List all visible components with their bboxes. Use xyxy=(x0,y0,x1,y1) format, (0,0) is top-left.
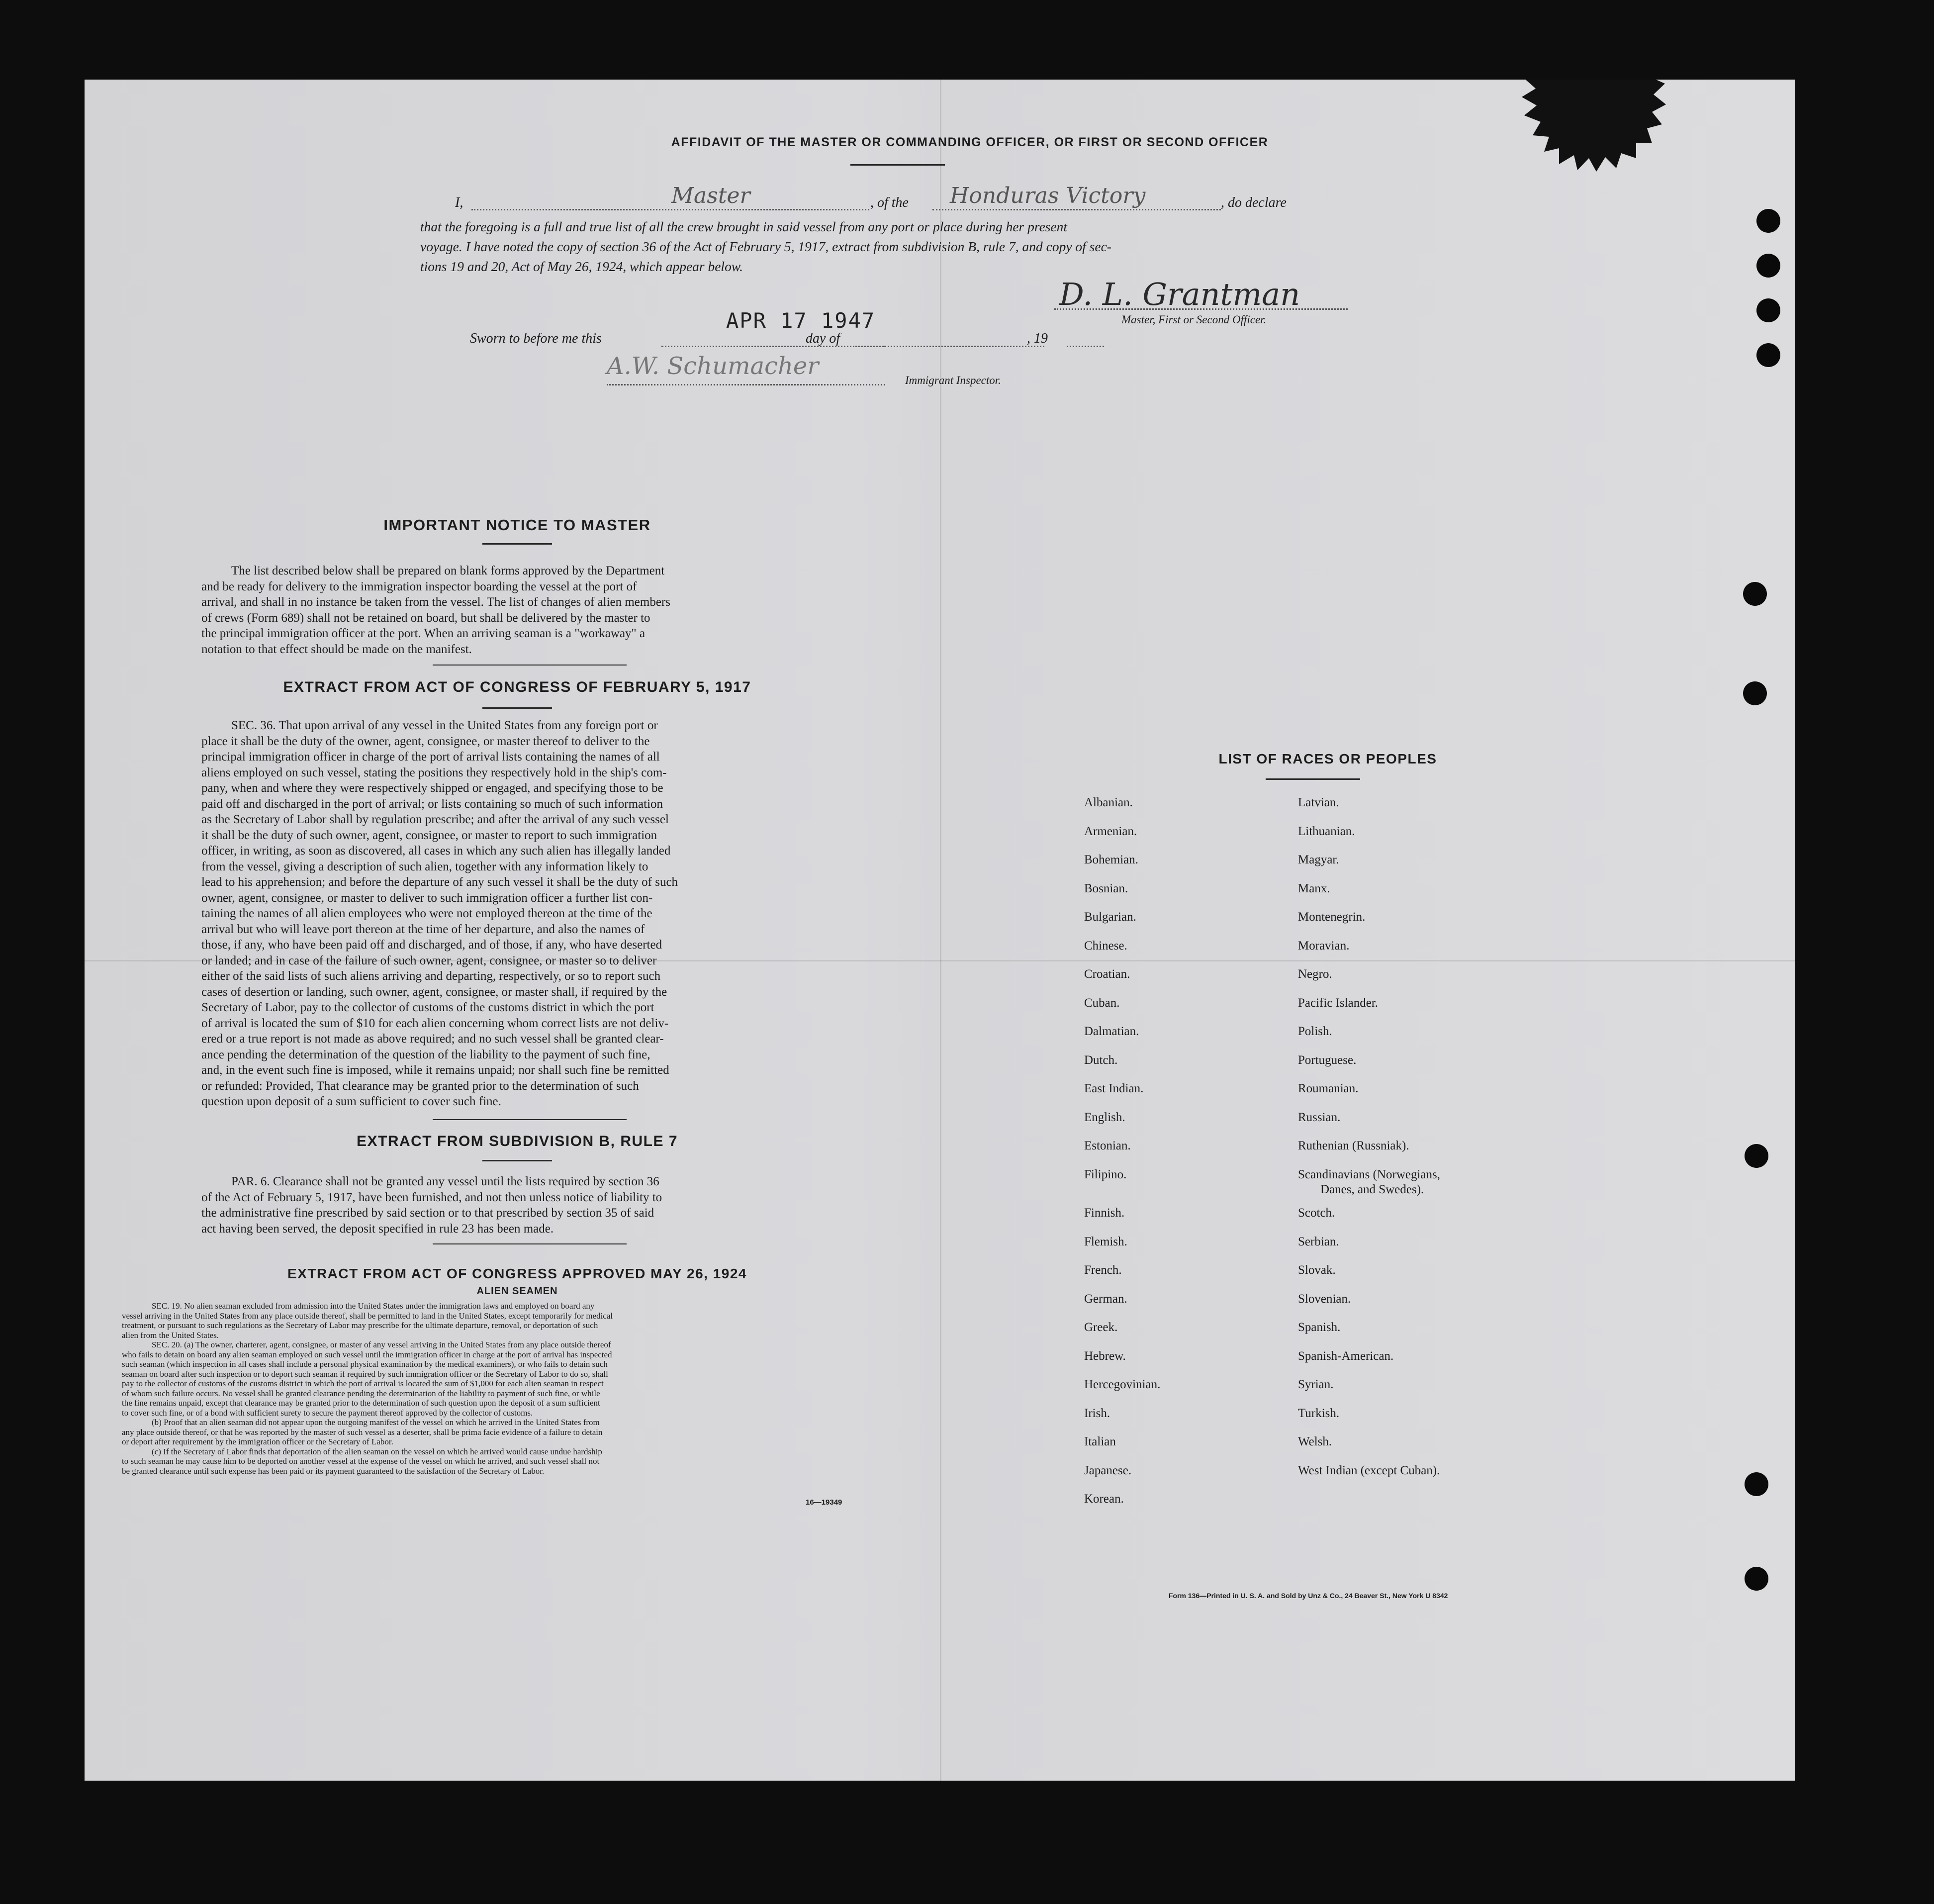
extract-1924-line: treatment, or pursuant to such regulations as the Secretary of Labor may prescribe for the ultimate departure, removal, or deportation of such xyxy=(122,1321,598,1330)
race-item: Dutch. xyxy=(1084,1053,1118,1067)
notice-line: arrival, and shall in no instance be taken from the vessel. The list of changes of alien members xyxy=(201,595,670,609)
extract-line: officer, in writing, as soon as discovered, all cases in which any such alien has illegally landed xyxy=(201,844,671,857)
race-item: English. xyxy=(1084,1110,1125,1124)
form-footer: Form 136—Printed in U. S. A. and Sold by Unz & Co., 24 Beaver St., New York U 8342 xyxy=(1169,1592,1448,1600)
race-item: Pacific Islander. xyxy=(1298,996,1379,1010)
race-item: Bosnian. xyxy=(1084,881,1128,895)
extract-1924-line: or deport after requirement by the immigration officer or the Secretary of Labor. xyxy=(122,1437,393,1446)
heading-rule xyxy=(850,164,945,166)
race-item: Bohemian. xyxy=(1084,853,1139,866)
extract-1924-line: alien from the United States. xyxy=(122,1330,219,1340)
extract-line: paid off and discharged in the port of arrival; or lists containing so much of such information xyxy=(201,797,663,811)
race-item: Polish. xyxy=(1298,1025,1332,1038)
race-item: Slovenian. xyxy=(1298,1292,1351,1306)
affidavit-heading: AFFIDAVIT OF THE MASTER OR COMMANDING OFFICER, OR FIRST OR SECOND OFFICER xyxy=(671,135,1269,149)
race-item: West Indian (except Cuban). xyxy=(1298,1463,1440,1477)
race-item: Danes, and Swedes). xyxy=(1320,1182,1424,1196)
race-item: Manx. xyxy=(1298,881,1330,895)
extract-1924-line: seaman on board after such inspection or to deport such seaman if required by such immigration officer or the Secretary of Labor to do so, shall xyxy=(122,1369,608,1379)
extract-line: those, if any, who have been paid off and discharged, and of those, if any, who have deserted xyxy=(201,938,662,952)
notice-line: notation to that effect should be made on the manifest. xyxy=(201,642,472,656)
extract-1924-line: of whom such failure occurs. No vessel shall be granted clearance pending the determination of the liability to payment of such fine, or while xyxy=(122,1388,600,1398)
extract-line: ance pending the determination of the question of the liability to the payment of such fine, xyxy=(201,1047,650,1061)
punch-hole xyxy=(1743,582,1767,606)
race-item: Dalmatian. xyxy=(1084,1025,1139,1038)
race-item: Moravian. xyxy=(1298,939,1350,952)
extract-1924-line: the fine remains unpaid, except that clearance may be granted prior to the determination of such question upon the deposit of a sum sufficient xyxy=(122,1398,600,1408)
extract-line: as the Secretary of Labor shall by regulation prescribe; and after the arrival of any such vessel xyxy=(201,813,669,826)
document-page xyxy=(85,80,1795,1781)
extract-1917-rule xyxy=(482,707,552,709)
extract-line: SEC. 36. That upon arrival of any vessel in the United States from any foreign port or xyxy=(231,719,658,732)
signature-label: Master, First or Second Officer. xyxy=(1121,313,1267,326)
inspector-signature: A.W. Schumacher xyxy=(607,352,819,380)
divider-rule xyxy=(433,665,627,666)
race-item: Ruthenian (Russniak). xyxy=(1298,1139,1409,1152)
race-item: Flemish. xyxy=(1084,1235,1127,1248)
race-item: Slovak. xyxy=(1298,1263,1336,1277)
name-fill-line xyxy=(471,208,869,210)
rule7-line: act having been served, the deposit specified in rule 23 has been made. xyxy=(201,1222,554,1236)
date-fill-line xyxy=(661,345,885,347)
extract-line: from the vessel, giving a description of such alien, together with any information likely to xyxy=(201,859,648,873)
race-item: Spanish. xyxy=(1298,1321,1341,1334)
punch-hole xyxy=(1745,1472,1768,1496)
notice-line: of crews (Form 689) shall not be retained on board, but shall be delivered by the master to xyxy=(201,611,650,625)
race-item: Hercegovinian. xyxy=(1084,1378,1161,1391)
extract-line: owner, agent, consignee, or master to deliver to such immigration officer a further list con- xyxy=(201,891,653,905)
punch-hole xyxy=(1743,681,1767,705)
handwritten-vessel-name: Honduras Victory xyxy=(950,183,1146,208)
race-item: German. xyxy=(1084,1292,1127,1306)
notice-body xyxy=(201,563,858,657)
race-item: Italian xyxy=(1084,1435,1116,1448)
extract-1924-line: (b) Proof that an alien seaman did not appear upon the outgoing manifest of the vessel on which he arrived in the United States from xyxy=(152,1418,600,1427)
sworn-day-of: day of xyxy=(806,331,840,346)
race-item: East Indian. xyxy=(1084,1082,1144,1095)
race-item: Montenegrin. xyxy=(1298,910,1366,924)
punch-hole xyxy=(1756,209,1780,233)
extract-line: of arrival is located the sum of $10 for each alien concerning whom correct lists are not deliv- xyxy=(201,1016,669,1030)
extract-line: lead to his apprehension; and before the departure of any such vessel it shall be the duty of such xyxy=(201,875,678,889)
race-item: Estonian. xyxy=(1084,1139,1131,1152)
form-number: 16—19349 xyxy=(806,1498,842,1507)
extract-line: or refunded: Provided, That clearance may be granted prior to the determination of such xyxy=(201,1079,639,1093)
races-heading: LIST OF RACES OR PEOPLES xyxy=(1218,751,1437,766)
affidavit-line-3: voyage. I have noted the copy of section 36 of the Act of February 5, 1917, extract from subdivision B, rule 7, and copy of sec- xyxy=(420,239,1111,254)
race-item: Korean. xyxy=(1084,1492,1124,1506)
race-item: Serbian. xyxy=(1298,1235,1339,1248)
race-item: Bulgarian. xyxy=(1084,910,1136,924)
race-item: Scandinavians (Norwegians, xyxy=(1298,1167,1441,1181)
punch-hole xyxy=(1745,1144,1768,1168)
rule7-line: of the Act of February 5, 1917, have been furnished, and not then unless notice of liability to xyxy=(201,1190,662,1204)
notary-seal-icon xyxy=(1517,80,1666,174)
extract-line: arrival but who will leave port thereon at the time of her departure, and also the names of xyxy=(201,922,645,936)
extract-1924-line: to such seaman he may cause him to be deported on another vessel at the expense of the vessel on which he arrived, and such vessel shall not xyxy=(122,1456,600,1466)
extract-line: aliens employed on such vessel, stating the positions they respectively hold in the ship's com- xyxy=(201,765,667,779)
handwritten-master: Master xyxy=(671,183,750,208)
extract-1924-line: vessel arriving in the United States from any place outside thereof, shall be permitted to land in the United States, except temporarily for medical xyxy=(122,1311,613,1321)
extract-1924-line: be granted clearance until such expense has been paid or its payment guaranteed to the satisfaction of the Secretary of Labor. xyxy=(122,1466,545,1476)
alien-seamen-subheading: ALIEN SEAMEN xyxy=(476,1286,558,1297)
extract-1917-heading: EXTRACT FROM ACT OF CONGRESS OF FEBRUARY 5, 1917 xyxy=(283,679,751,695)
punch-hole xyxy=(1756,254,1780,278)
inspector-fill-line xyxy=(607,383,885,385)
race-item: Russian. xyxy=(1298,1110,1341,1124)
extract-line: question upon deposit of a sum sufficient to cover such fine. xyxy=(201,1095,501,1108)
affidavit-line-4: tions 19 and 20, Act of May 26, 1924, which appear below. xyxy=(420,259,743,274)
inspector-label: Immigrant Inspector. xyxy=(905,374,1001,386)
notice-line: The list described below shall be prepared on blank forms approved by the Department xyxy=(231,564,665,577)
extract-1924-line: who fails to detain on board any alien seaman employed on such vessel until the immigration officer in charge at the port of arrival has inspected xyxy=(122,1349,612,1359)
race-item: Scotch. xyxy=(1298,1206,1335,1220)
race-item: Hebrew. xyxy=(1084,1349,1126,1363)
race-item: Greek. xyxy=(1084,1321,1118,1334)
fold-line-vertical xyxy=(940,80,941,1781)
race-item: Syrian. xyxy=(1298,1378,1334,1391)
extract-line: Secretary of Labor, pay to the collector of customs of the customs district in which the port xyxy=(201,1001,654,1014)
extract-line: place it shall be the duty of the owner, agent, consignee, or master thereof to deliver to the xyxy=(201,734,650,748)
extract-line: either of the said lists of such aliens arriving and departing, respectively, or so to report such xyxy=(201,969,661,983)
rule7-heading: EXTRACT FROM SUBDIVISION B, RULE 7 xyxy=(356,1133,678,1149)
extract-line: taining the names of all alien employees who were not employed thereon at the time of the xyxy=(201,907,652,920)
extract-1924-line: such seaman (which inspection in all cases shall include a personal physical examination by the medical examiners), or who fails to detain such xyxy=(122,1359,608,1369)
affidavit-line-2: that the foregoing is a full and true list of all the crew brought in said vessel from any port or place during her present xyxy=(420,219,1068,234)
affidavit-of-the: , of the xyxy=(870,195,909,210)
race-item: Cuban. xyxy=(1084,996,1120,1010)
signature-fill-line xyxy=(1054,307,1348,310)
rule7-rule xyxy=(482,1160,552,1161)
extract-line: cases of desertion or landing, such owner, agent, consignee, or master shall, if required by the xyxy=(201,985,667,999)
divider-rule xyxy=(433,1119,627,1120)
race-item: Portuguese. xyxy=(1298,1053,1357,1067)
race-item: Albanian. xyxy=(1084,796,1133,809)
rule7-line: the administrative fine prescribed by said section or to that prescribed by section 35 of said xyxy=(201,1206,654,1220)
extract-1924-line: SEC. 19. No alien seaman excluded from admission into the United States under the immigration laws and employed on board any xyxy=(152,1301,595,1311)
race-item: Magyar. xyxy=(1298,853,1339,866)
extract-1924-line: to cover such fine, or of a bond with sufficient surety to secure the payment thereof approved by the collector of customs. xyxy=(122,1408,533,1418)
race-item: Finnish. xyxy=(1084,1206,1125,1220)
year-fill-line xyxy=(1067,345,1104,347)
notice-rule xyxy=(482,543,552,545)
extract-line: ered or a true report is not made as above required; and no such vessel shall be granted clear- xyxy=(201,1032,664,1046)
race-item: Filipino. xyxy=(1084,1167,1127,1181)
punch-hole xyxy=(1756,298,1780,322)
master-signature: D. L. Grantman xyxy=(1059,276,1300,312)
race-item: Roumanian. xyxy=(1298,1082,1359,1095)
rule7-line: PAR. 6. Clearance shall not be granted any vessel until the lists required by section 36 xyxy=(231,1175,659,1188)
race-item: Negro. xyxy=(1298,967,1332,981)
sworn-prefix: Sworn to before me this xyxy=(470,331,602,346)
divider-rule xyxy=(433,1243,627,1244)
sworn-year: , 19 xyxy=(1027,331,1048,346)
extract-line: and, in the event such fine is imposed, while it remains unpaid; nor shall such fine be remitted xyxy=(201,1063,669,1077)
extract-1924-line: (c) If the Secretary of Labor finds that deportation of the alien seaman on the vessel on which he arrived would cause undue hardship xyxy=(152,1446,602,1456)
race-item: Japanese. xyxy=(1084,1463,1132,1477)
notice-line: the principal immigration officer at the port. When an arriving seaman is a "workaway" a xyxy=(201,627,645,640)
race-item: Chinese. xyxy=(1084,939,1127,952)
extract-1924-heading: EXTRACT FROM ACT OF CONGRESS APPROVED MAY 26, 1924 xyxy=(287,1266,747,1281)
race-item: French. xyxy=(1084,1263,1122,1277)
race-item: Welsh. xyxy=(1298,1435,1332,1448)
punch-hole xyxy=(1756,343,1780,367)
race-item: Croatian. xyxy=(1084,967,1130,981)
race-item: Spanish-American. xyxy=(1298,1349,1394,1363)
extract-line: or landed; and in case of the failure of such owner, agent, consignee, or master so to deliver xyxy=(201,953,657,967)
notice-heading: IMPORTANT NOTICE TO MASTER xyxy=(383,516,651,534)
affidavit-declare: , do declare xyxy=(1221,195,1287,210)
extract-line: it shall be the duty of such owner, agent, consignee, or master to report to such immigration xyxy=(201,828,657,842)
extract-1924-body xyxy=(122,1301,942,1476)
race-item: Lithuanian. xyxy=(1298,824,1355,838)
race-item: Turkish. xyxy=(1298,1406,1340,1420)
extract-1924-line: any place outside thereof, or that he was reported by the master of such vessel as a deserter, shall be prima facie evidence of a failure to detain xyxy=(122,1427,603,1437)
month-fill-line xyxy=(855,345,1044,347)
rule7-body xyxy=(201,1174,858,1237)
date-stamp: APR 17 1947 xyxy=(726,308,876,333)
punch-hole xyxy=(1745,1567,1768,1591)
races-rule xyxy=(1266,778,1360,780)
extract-1924-line: SEC. 20. (a) The owner, charterer, agent, consignee, or master of any vessel arriving in the United States from any place outside thereof xyxy=(152,1340,611,1349)
race-item: Irish. xyxy=(1084,1406,1110,1420)
race-item: Latvian. xyxy=(1298,796,1339,809)
race-item: Armenian. xyxy=(1084,824,1137,838)
affidavit-prefix: I, xyxy=(455,195,463,210)
notice-line: and be ready for delivery to the immigration inspector boarding the vessel at the port of xyxy=(201,579,637,593)
extract-line: pany, when and where they were respectively shipped or engaged, and specifying those to be xyxy=(201,781,663,795)
extract-1917-body xyxy=(201,718,858,1110)
extract-1924-line: pay to the collector of customs of the customs district in which the port of arrival is located the sum of $1,000 for each alien seaman in respect xyxy=(122,1379,604,1388)
extract-line: principal immigration officer in charge of the port of arrival lists containing the names of all xyxy=(201,750,660,763)
